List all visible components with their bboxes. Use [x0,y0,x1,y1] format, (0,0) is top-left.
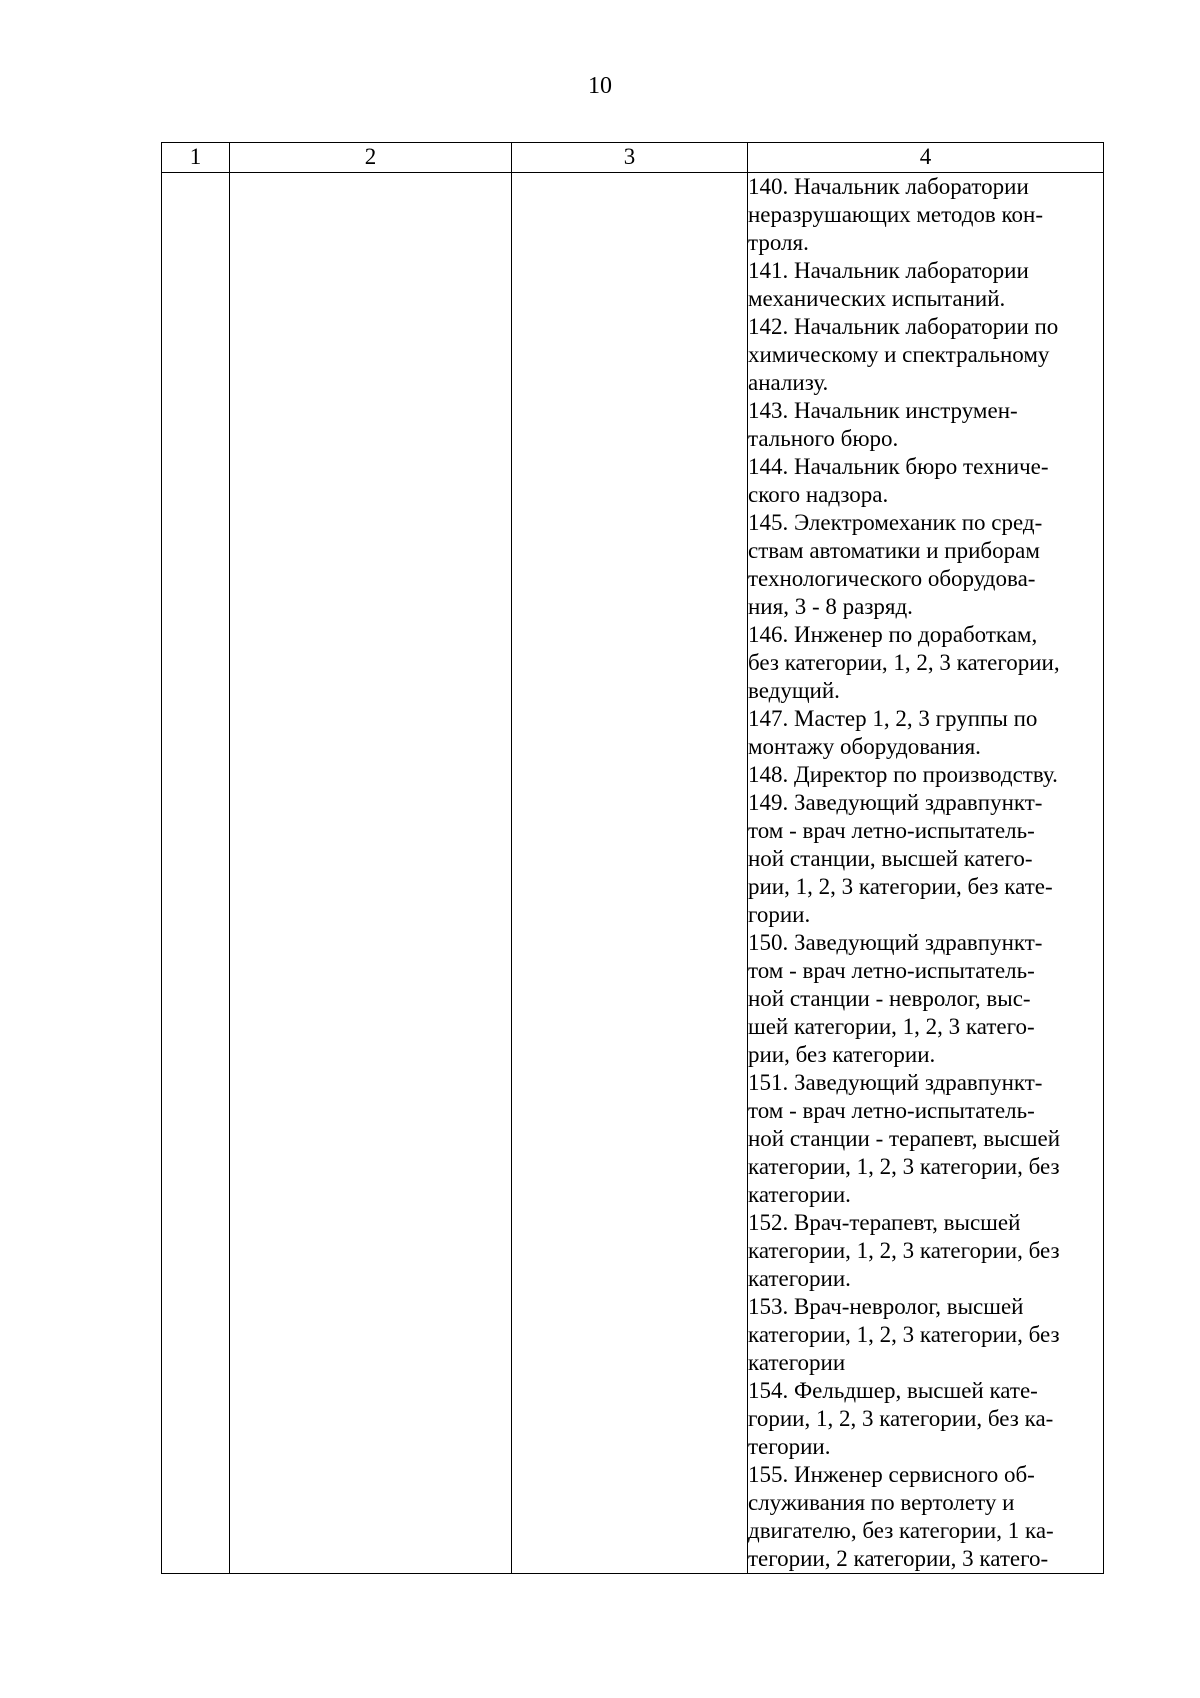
position-text-line: технологического оборудова- [748,566,1036,591]
position-text-line: тегории. [748,1434,831,1459]
position-text-line: 141. Начальник лаборатории [748,258,1029,283]
positions-table [161,142,1104,1574]
position-text-line: том - врач летно-испытатель- [748,958,1035,983]
cell-col-2 [230,173,512,1574]
position-text-line: ского надзора. [748,482,889,507]
cell-col-4-positions-list [748,173,1104,1574]
position-text-line: 146. Инженер по доработкам, [748,622,1038,647]
page-number: 10 [588,73,612,99]
position-text-line: 149. Заведующий здравпункт- [748,790,1043,815]
position-text-line: 148. Директор по производству. [748,762,1058,787]
cell-col-3 [512,173,748,1574]
position-text-line: 153. Врач-невролог, высшей [748,1294,1024,1319]
position-text-line: ной станции - терапевт, высшей [748,1126,1061,1151]
position-text-line: шей категории, 1, 2, 3 катего- [748,1014,1035,1039]
position-text-line: 155. Инженер сервисного об- [748,1462,1035,1487]
cell-col-1 [162,173,230,1574]
table-row [162,173,1104,1574]
position-text-line: 154. Фельдшер, высшей кате- [748,1378,1038,1403]
header-col-3: 3 [512,143,748,173]
position-text-line: 145. Электромеханик по сред- [748,510,1043,535]
position-text-line: гории. [748,902,811,927]
position-text-line: рии, 1, 2, 3 категории, без кате- [748,874,1053,899]
position-text-line: ведущий. [748,678,840,703]
position-text-line: ной станции, высшей катего- [748,846,1033,871]
position-text-line: химическому и спектральному [748,342,1050,367]
position-text-line: тегории, 2 категории, 3 катего- [748,1546,1049,1571]
position-text-line: служивания по вертолету и [748,1490,1015,1515]
header-col-4: 4 [748,143,1104,173]
position-text-line: троля. [748,230,809,255]
position-text-line: ствам автоматики и приборам [748,538,1040,563]
header-col-1: 1 [162,143,230,173]
position-text-line: 142. Начальник лаборатории по [748,314,1059,339]
position-text-line: категории, 1, 2, 3 категории, без [748,1238,1060,1263]
position-text-line: тального бюро. [748,426,899,451]
position-text-line: 147. Мастер 1, 2, 3 группы по [748,706,1038,731]
position-text-line: категории, 1, 2, 3 категории, без [748,1154,1060,1179]
position-text-line: монтажу оборудования. [748,734,981,759]
position-text-line: категории. [748,1266,851,1291]
position-text-line: рии, без категории. [748,1042,936,1067]
position-text-line: 151. Заведующий здравпункт- [748,1070,1043,1095]
position-text-line: неразрушающих методов кон- [748,202,1044,227]
position-text-line: анализу. [748,370,829,395]
table-header-row [162,143,1104,173]
position-text-line: 152. Врач-терапевт, высшей [748,1210,1021,1235]
position-text-line: категории [748,1350,846,1375]
position-text-line: механических испытаний. [748,286,1006,311]
position-text-line: без категории, 1, 2, 3 категории, [748,650,1060,675]
position-text-line: 143. Начальник инструмен- [748,398,1018,423]
position-text-line: категории, 1, 2, 3 категории, без [748,1322,1060,1347]
position-text-line: том - врач летно-испытатель- [748,818,1035,843]
position-text-line: ной станции - невролог, выс- [748,986,1031,1011]
position-text-line: двигателю, без категории, 1 ка- [748,1518,1054,1543]
position-text-line: гории, 1, 2, 3 категории, без ка- [748,1406,1054,1431]
position-text-line: 144. Начальник бюро техниче- [748,454,1049,479]
header-col-2: 2 [230,143,512,173]
position-text-line: ния, 3 - 8 разряд. [748,594,913,619]
position-text-line: 140. Начальник лаборатории [748,174,1029,199]
position-text-line: том - врач летно-испытатель- [748,1098,1035,1123]
position-text-line: 150. Заведующий здравпункт- [748,930,1043,955]
position-text-line: категории. [748,1182,851,1207]
